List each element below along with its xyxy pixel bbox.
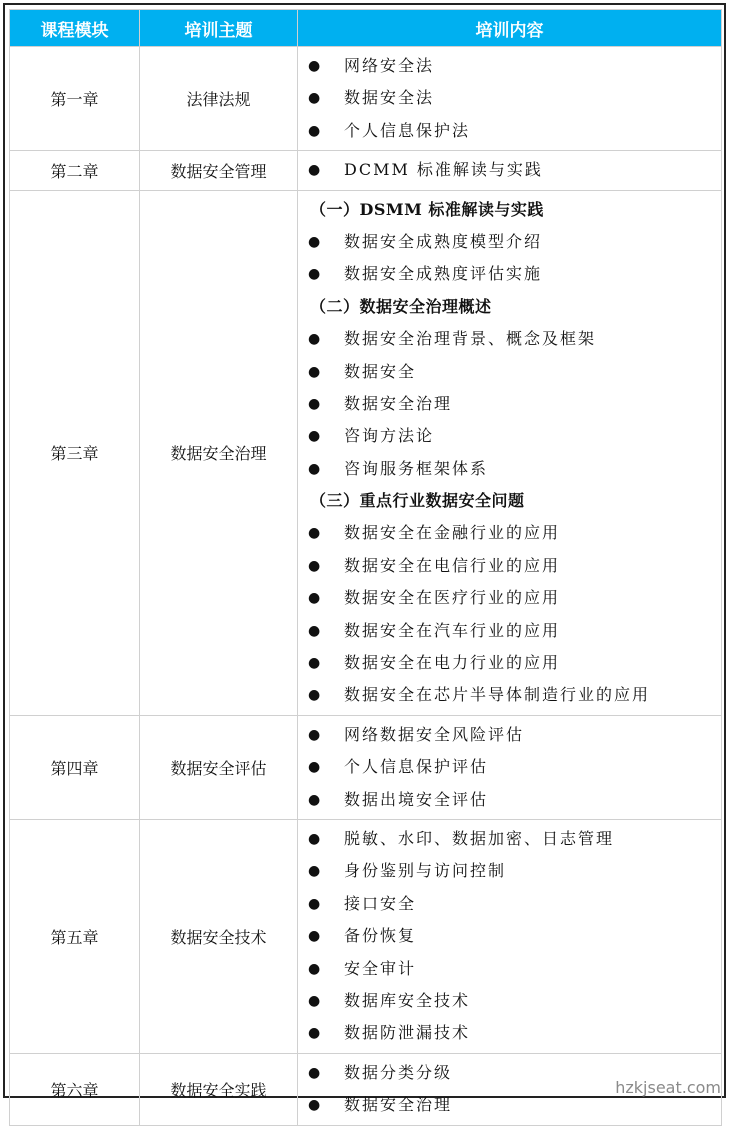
content-item [298, 258, 721, 290]
content-item [298, 823, 721, 855]
content-item [298, 517, 721, 549]
content-text: 数据安全治理 [344, 393, 453, 413]
content-cell [298, 190, 722, 715]
chapter-cell: 第六章 [10, 1053, 140, 1125]
chapter-cell: 第一章 [10, 47, 140, 151]
bullet-icon: ● [308, 1097, 321, 1114]
bullet-icon: ● [308, 363, 321, 380]
bullet-icon: ● [308, 122, 321, 139]
bullet-icon: ● [308, 233, 321, 250]
content-heading [298, 485, 721, 517]
content-item [298, 615, 721, 647]
content-text: 网络数据安全风险评估 [344, 724, 525, 744]
content-text: 网络安全法 [344, 56, 435, 75]
bullet-icon: ● [308, 590, 321, 607]
bullet-icon: ● [308, 863, 321, 880]
bullet-icon: ● [308, 992, 321, 1009]
bullet-icon: ● [308, 1025, 321, 1042]
topic-cell: 数据安全管理 [140, 151, 298, 190]
content-item [298, 784, 721, 816]
content-text: DCMM 标准解读与实践 [344, 160, 543, 180]
content-text: 数据出境安全评估 [344, 789, 489, 809]
table-row [10, 151, 722, 190]
content-item [298, 550, 721, 582]
content-item [298, 154, 721, 186]
header-topic: 培训主题 [140, 10, 298, 47]
content-text: 接口安全 [344, 893, 417, 913]
content-item [298, 356, 721, 388]
content-cell [298, 819, 722, 1053]
bullet-icon: ● [308, 460, 321, 477]
content-text: 数据安全在金融行业的应用 [344, 523, 561, 543]
content-text: 个人信息保护法 [344, 120, 471, 140]
bullet-icon: ● [308, 557, 321, 574]
bullet-icon: ● [308, 895, 321, 912]
content-text: 个人信息保护评估 [344, 757, 489, 777]
content-item [298, 985, 721, 1017]
content-text: 数据分类分级 [344, 1062, 453, 1082]
content-cell [298, 151, 722, 190]
content-item [298, 323, 721, 355]
content-item [298, 453, 721, 485]
chapter-cell: 第五章 [10, 819, 140, 1053]
bullet-icon: ● [308, 395, 321, 412]
table-row [10, 47, 722, 151]
table-row [10, 819, 722, 1053]
content-item [298, 1017, 721, 1049]
content-text: 咨询方法论 [344, 426, 435, 446]
bullet-icon: ● [308, 928, 321, 945]
content-item [298, 582, 721, 614]
content-text: 数据安全治理 [344, 1095, 453, 1115]
topic-cell: 数据安全技术 [140, 819, 298, 1053]
content-text: （三）重点行业数据安全问题 [310, 491, 525, 511]
content-text: 安全审计 [344, 958, 417, 978]
content-text: 备份恢复 [344, 926, 417, 946]
chapter-cell: 第四章 [10, 715, 140, 819]
content-text: 咨询服务框架体系 [344, 458, 489, 478]
table-row [10, 715, 722, 819]
content-cell [298, 47, 722, 151]
content-item [298, 226, 721, 258]
table-row [10, 190, 722, 715]
content-text: 身份鉴别与访问控制 [344, 861, 507, 881]
content-item [298, 751, 721, 783]
bullet-icon: ● [308, 791, 321, 808]
content-item [298, 115, 721, 147]
bullet-icon: ● [308, 622, 321, 639]
chapter-cell: 第三章 [10, 190, 140, 715]
chapter-cell: 第二章 [10, 151, 140, 190]
bullet-icon: ● [308, 90, 321, 107]
bullet-icon: ● [308, 759, 321, 776]
content-item [298, 679, 721, 711]
content-item [298, 855, 721, 887]
content-text: 数据安全在医疗行业的应用 [344, 588, 561, 608]
bullet-icon: ● [308, 1064, 321, 1081]
course-table [9, 9, 722, 1126]
bullet-icon: ● [308, 726, 321, 743]
topic-cell: 数据安全评估 [140, 715, 298, 819]
bullet-icon: ● [308, 331, 321, 348]
content-item [298, 420, 721, 452]
content-text: 数据安全成熟度评估实施 [344, 264, 543, 284]
bullet-icon: ● [308, 428, 321, 445]
bullet-icon: ● [308, 655, 321, 672]
content-text: （一）DSMM 标准解读与实践 [310, 199, 544, 219]
content-item [298, 50, 721, 82]
content-cell [298, 715, 722, 819]
bullet-icon: ● [308, 58, 321, 74]
watermark: hzkjseat.com [615, 1078, 721, 1097]
bullet-icon: ● [308, 162, 321, 179]
header-row [10, 10, 722, 47]
content-text: 数据安全在电力行业的应用 [344, 653, 561, 673]
content-item [298, 920, 721, 952]
content-item [298, 719, 721, 751]
content-text: 数据安全成熟度模型介绍 [344, 231, 543, 251]
content-item [298, 82, 721, 114]
content-text: 数据安全在芯片半导体制造行业的应用 [344, 685, 651, 705]
content-text: （二）数据安全治理概述 [310, 296, 492, 316]
topic-cell: 法律法规 [140, 47, 298, 151]
content-heading [298, 194, 721, 226]
content-text: 数据库安全技术 [344, 990, 471, 1010]
content-heading [298, 291, 721, 323]
content-item [298, 388, 721, 420]
content-text: 数据安全在电信行业的应用 [344, 555, 561, 575]
content-text: 数据安全在汽车行业的应用 [344, 620, 561, 640]
bullet-icon: ● [308, 830, 321, 847]
content-text: 数据防泄漏技术 [344, 1023, 471, 1043]
content-item [298, 647, 721, 679]
bullet-icon: ● [308, 687, 321, 704]
topic-cell: 数据安全实践 [140, 1053, 298, 1125]
header-module: 课程模块 [10, 10, 140, 47]
content-text: 脱敏、水印、数据加密、日志管理 [344, 828, 615, 848]
content-text: 数据安全法 [344, 88, 435, 108]
bullet-icon: ● [308, 960, 321, 977]
content-text: 数据安全 [344, 361, 417, 381]
bullet-icon: ● [308, 525, 321, 542]
content-item [298, 953, 721, 985]
content-item [298, 888, 721, 920]
content-text: 数据安全治理背景、概念及框架 [344, 329, 597, 349]
header-content: 培训内容 [298, 10, 722, 47]
topic-cell: 数据安全治理 [140, 190, 298, 715]
bullet-icon: ● [308, 266, 321, 283]
